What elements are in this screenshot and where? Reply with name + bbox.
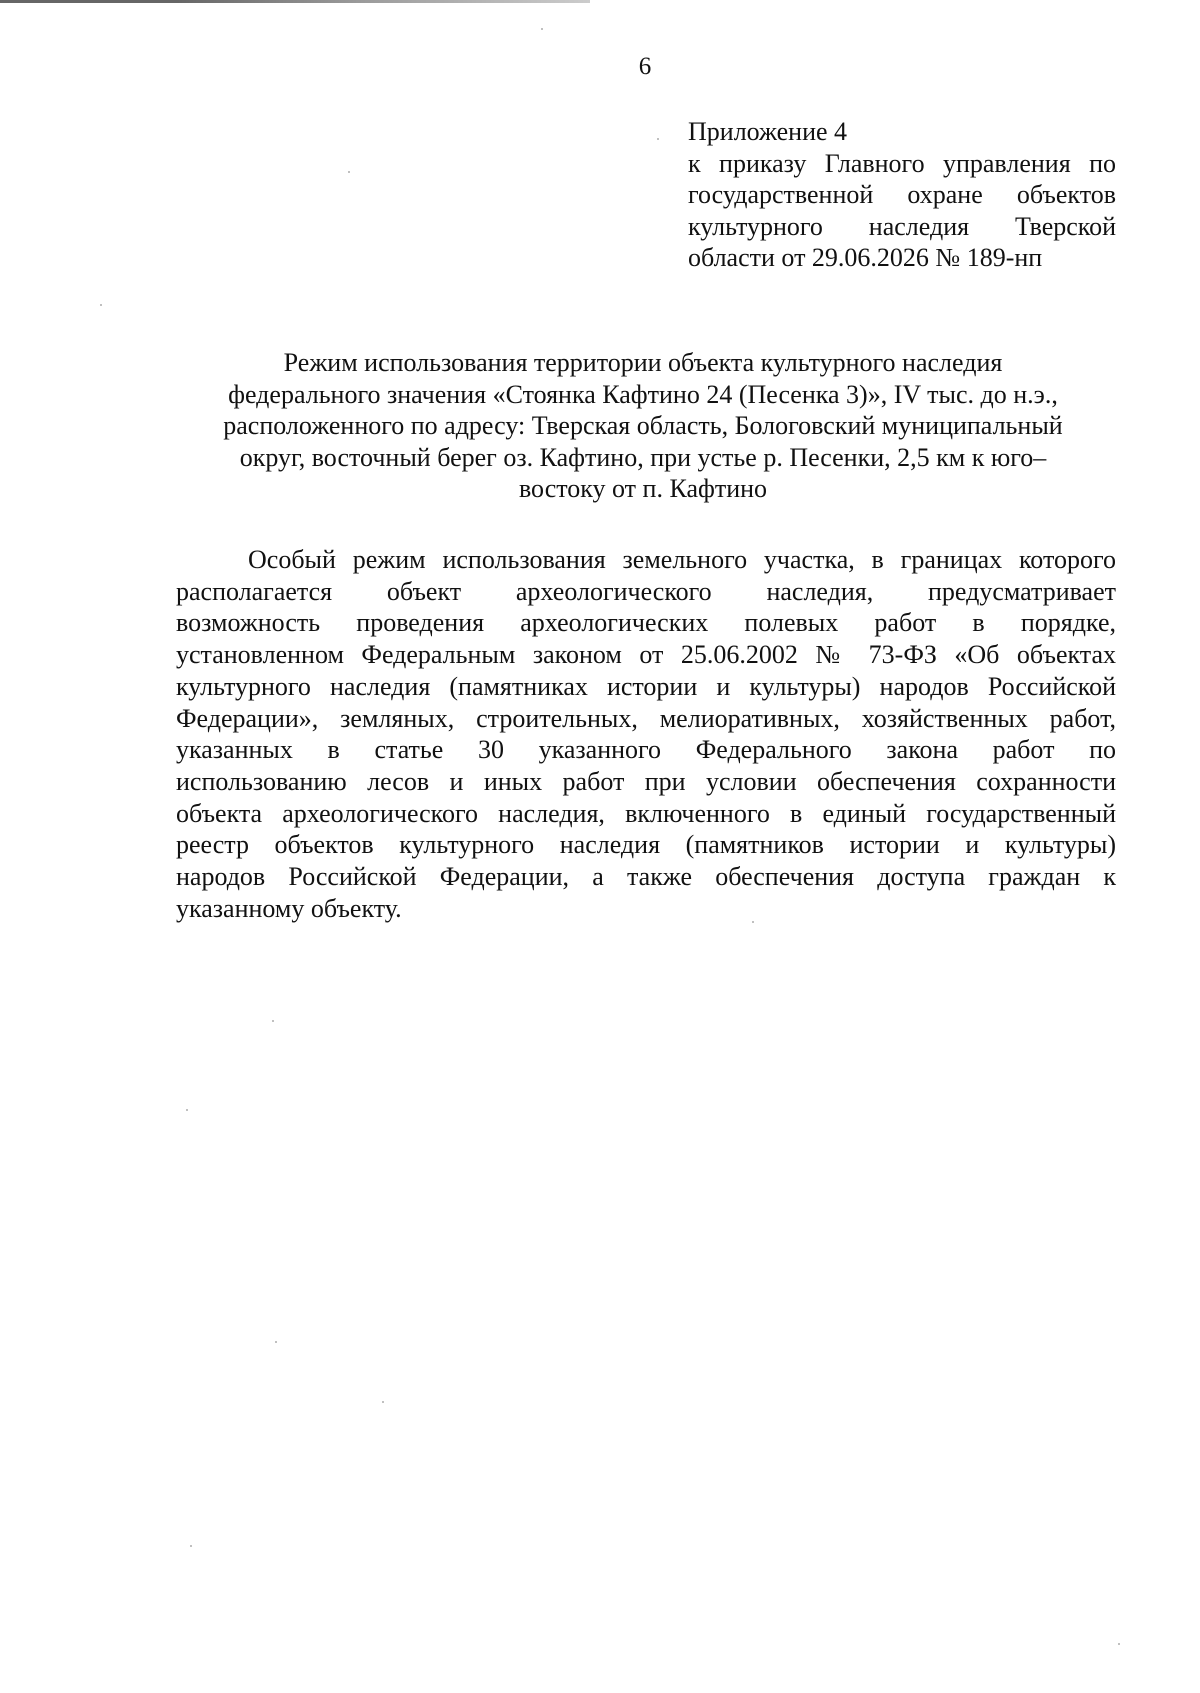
scan-speck <box>541 28 543 30</box>
body-line: Федерации», земляных, строительных, мелиоративных, хозяйственных работ, <box>176 703 1116 733</box>
scan-speck <box>657 138 659 140</box>
appendix-line: к приказу Главного управления по <box>688 148 1116 178</box>
scan-speck <box>100 304 102 306</box>
title-line: Режим использования территории объекта культурного наследия <box>283 348 1003 377</box>
body-line: культурного наследия (памятниках истории и культуры) народов Российской <box>176 671 1116 701</box>
body-line: указанному объекту. <box>176 893 402 923</box>
scan-speck <box>752 921 754 923</box>
scan-speck <box>190 1545 192 1547</box>
body-line: реестр объектов культурного наследия (памятников истории и культуры) <box>176 830 1116 860</box>
appendix-line: области от 29.06.2026 № 189-нп <box>688 243 1043 272</box>
document-title <box>170 347 1116 505</box>
body-line: располагается объект археологического наследия, предусматривает <box>176 576 1116 606</box>
appendix-header <box>688 116 1116 274</box>
scan-speck <box>186 1109 188 1111</box>
scan-speck <box>382 1401 384 1403</box>
title-line: федерального значения «Стоянка Кафтино 24 (Песенка 3)», IV тыс. до н.э., <box>228 379 1058 409</box>
body-line: объекта археологического наследия, включенного в единый государственный <box>176 798 1116 828</box>
title-line: востоку от п. Кафтино <box>518 474 768 503</box>
title-line: округ, восточный берег оз. Кафтино, при устье р. Песенки, 2,5 км к юго– <box>239 442 1047 472</box>
appendix-line: Приложение 4 <box>688 117 848 146</box>
scan-speck <box>348 171 350 173</box>
title-line: расположенного по адресу: Тверская область, Бологовский муниципальный <box>223 411 1063 440</box>
appendix-line: культурного наследия Тверской <box>688 211 1116 241</box>
body-line: установленном Федеральным законом от 25.06.2002 № 73-ФЗ «Об объектах <box>176 640 1116 670</box>
body-line: Особый режим использования земельного участка, в границах которого <box>248 545 1116 574</box>
body-line: возможность проведения археологических полевых работ в порядке, <box>176 608 1116 638</box>
appendix-line: государственной охране объектов <box>688 180 1116 209</box>
body-line: указанных в статье 30 указанного Федерального закона работ по <box>176 735 1116 765</box>
body-paragraph <box>176 544 1116 924</box>
scan-speck <box>272 1020 274 1022</box>
scan-speck <box>1118 1643 1120 1645</box>
body-line: использованию лесов и иных работ при условии обеспечения сохранности <box>176 766 1116 796</box>
page-number: 6 <box>638 53 652 80</box>
body-line: народов Российской Федерации, а также обеспечения доступа граждан к <box>176 862 1116 892</box>
scan-edge-line <box>0 0 590 3</box>
scan-speck <box>275 1341 277 1343</box>
